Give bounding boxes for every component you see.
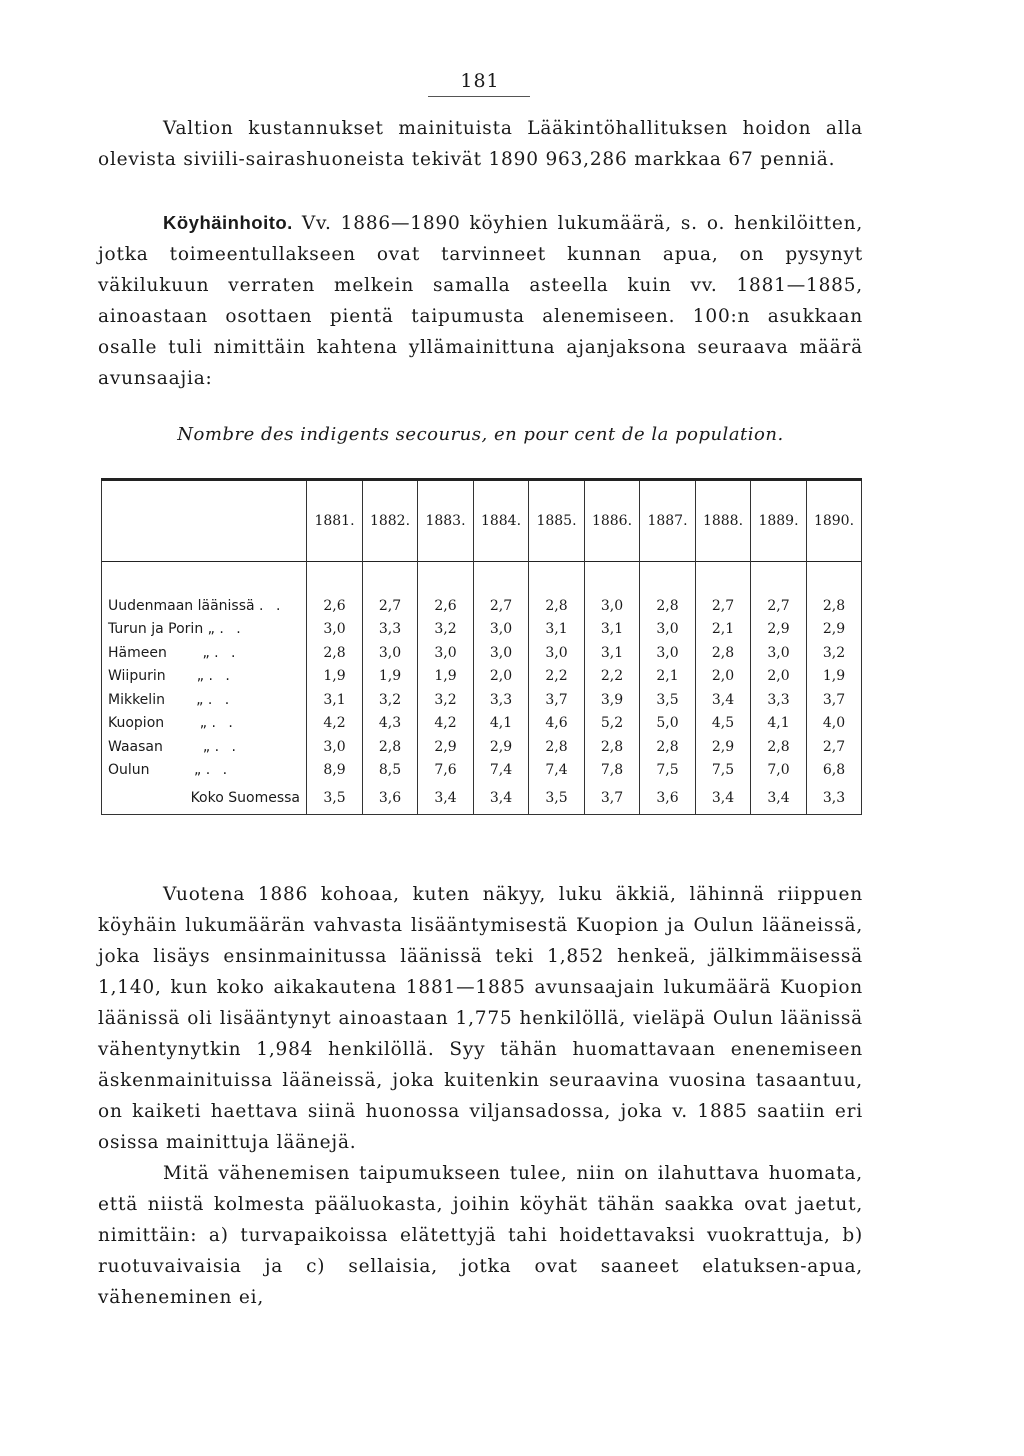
paragraph-1 <box>98 113 863 175</box>
total-cell: 3,4 <box>696 782 751 815</box>
table-cell: 8,5 <box>363 759 418 783</box>
table-cell: 2,9 <box>807 618 862 642</box>
table-cell: 3,3 <box>474 688 529 712</box>
table-cell: 2,7 <box>474 594 529 618</box>
table-row <box>102 712 862 736</box>
table-row <box>102 759 862 783</box>
total-cell: 3,5 <box>307 782 363 815</box>
table-cell: 4,1 <box>474 712 529 736</box>
table-cell: 3,0 <box>640 618 696 642</box>
paragraph-1-text: Valtion kustannukset mainituista Lääkintöhallituksen hoidon alla olevista siviili-sairashuoneista tekivät 1890 963,286 markkaa 67 penniä. <box>98 118 863 170</box>
table-cell: 6,8 <box>807 759 862 783</box>
table-cell: 2,7 <box>807 735 862 759</box>
table-cell: 4,1 <box>751 712 807 736</box>
table-cell: 3,5 <box>640 688 696 712</box>
table-title: Nombre des indigents secourus, en pour cent de la population. <box>177 424 784 445</box>
table-cell: 1,9 <box>807 665 862 689</box>
table-cell: 8,9 <box>307 759 363 783</box>
table-cell: 2,7 <box>751 594 807 618</box>
table-row <box>102 665 862 689</box>
paragraph-4 <box>98 1158 863 1313</box>
table-row <box>102 594 862 618</box>
table-cell: 3,0 <box>418 641 474 665</box>
table-cell: 7,5 <box>640 759 696 783</box>
row-label <box>102 594 307 618</box>
row-label <box>102 759 307 783</box>
table-cell: 2,7 <box>696 594 751 618</box>
table-cell: 2,1 <box>696 618 751 642</box>
total-cell: 3,4 <box>751 782 807 815</box>
year-header: 1889. <box>751 480 807 562</box>
total-cell: 3,5 <box>529 782 585 815</box>
table-cell: 2,8 <box>751 735 807 759</box>
year-header: 1884. <box>474 480 529 562</box>
row-leader-dots: . . <box>214 644 240 661</box>
table-cell: 3,3 <box>363 618 418 642</box>
year-header: 1886. <box>585 480 640 562</box>
table-cell: 2,0 <box>751 665 807 689</box>
table-cell: 2,6 <box>418 594 474 618</box>
row-leader-dots: . . <box>219 621 245 638</box>
row-leader-dots: . . <box>208 668 234 685</box>
table-cell: 7,6 <box>418 759 474 783</box>
row-leader-dots: . . <box>214 738 240 755</box>
table-cell: 3,7 <box>807 688 862 712</box>
table-cell: 2,9 <box>418 735 474 759</box>
year-header: 1882. <box>363 480 418 562</box>
paragraph-poor-relief <box>98 207 863 394</box>
paragraph-4-text: Mitä vähenemisen taipumukseen tulee, niin on ilahuttava huomata, että niistä kolmesta pääluokasta, joihin köyhät tähän saakka ovat jaetut, nimittäin: a) turvapaikoissa elätettyjä tahi hoidettavaksi vuokrattuja, b) ruotuvaivaisia ja c) sellaisia, jotka ovat saaneet elatuksen-apua, väheneminen ei, <box>98 1163 863 1308</box>
year-header: 1883. <box>418 480 474 562</box>
table-row <box>102 735 862 759</box>
paragraph-3-text: Vuotena 1886 kohoaa, kuten näkyy, luku äkkiä, lähinnä riippuen köyhäin lukumäärän vahvasta lisääntymisestä Kuopion ja Oulun lääneissä, joka lisäys ensinmainitussa läänissä teki 1,852 henkeä, jälkimmäisessä 1,140, kun koko aikakautena 1881—1885 avunsaajain lukumäärä Kuopion läänissä oli lisääntynyt ainoastaan 1,775 henkilöllä, vieläpä Oulun läänissä vähentynytkin 1,984 henkilöllä. Syy tähän huomattavaan enenemiseen äskenmainituissa lääneissä, joka kuitenkin seuraavina vuosina tasaantuu, on kaiketi haettava siinä huonossa viljansadossa, joka v. 1885 saatiin eri osissa mainittuja läänejä. <box>98 884 863 1153</box>
row-label <box>102 712 307 736</box>
table-cell: 3,0 <box>585 594 640 618</box>
table-cell: 3,4 <box>696 688 751 712</box>
row-label-text: Waasan „ <box>108 738 211 755</box>
row-label <box>102 688 307 712</box>
table-cell: 2,8 <box>585 735 640 759</box>
total-label: Koko Suomessa <box>102 782 307 815</box>
table-cell: 2,0 <box>474 665 529 689</box>
table-spacer-row <box>102 562 862 595</box>
table-cell: 3,7 <box>529 688 585 712</box>
section-heading: Köyhäinhoito. <box>163 212 293 233</box>
paragraph-2-text: Vv. 1886—1890 köyhien lukumäärä, s. o. henkilöitten, jotka toimeentullakseen ovat tarvinneet kunnan apua, on pysynyt väkilukuun verraten melkein samalla asteella kuin vv. 1881—1885, ainoastaan osottaen pientä taipumusta alenemiseen. 100:n asukkaan osalle tuli nimittäin kahtena yllämainittuna ajanjaksona seuraava määrä avunsaajia: <box>98 213 863 389</box>
table-cell: 3,0 <box>474 641 529 665</box>
table-cell: 7,4 <box>529 759 585 783</box>
table-cell: 2,8 <box>307 641 363 665</box>
row-leader-dots: . . <box>211 715 237 732</box>
table-cell: 2,8 <box>529 594 585 618</box>
row-label <box>102 618 307 642</box>
table-cell: 7,0 <box>751 759 807 783</box>
table-cell: 2,1 <box>640 665 696 689</box>
table-cell: 2,6 <box>307 594 363 618</box>
table-cell: 3,1 <box>585 641 640 665</box>
table-cell: 3,1 <box>529 618 585 642</box>
paragraph-3 <box>98 879 863 1158</box>
table-cell: 4,6 <box>529 712 585 736</box>
table-cell: 2,2 <box>585 665 640 689</box>
table-cell: 4,3 <box>363 712 418 736</box>
table-cell: 2,0 <box>696 665 751 689</box>
table-cell: 4,2 <box>307 712 363 736</box>
table-cell: 4,5 <box>696 712 751 736</box>
table-cell: 3,0 <box>474 618 529 642</box>
table-cell: 1,9 <box>307 665 363 689</box>
year-header: 1890. <box>807 480 862 562</box>
table-cell: 5,0 <box>640 712 696 736</box>
table-cell: 3,0 <box>363 641 418 665</box>
indigents-table <box>101 478 862 815</box>
table-cell: 2,8 <box>807 594 862 618</box>
table-cell: 3,2 <box>418 688 474 712</box>
total-cell: 3,4 <box>418 782 474 815</box>
table-cell: 2,9 <box>751 618 807 642</box>
table-header-row <box>102 480 862 562</box>
row-label <box>102 735 307 759</box>
row-label-text: Uudenmaan läänissä <box>108 597 255 614</box>
table-cell: 2,8 <box>696 641 751 665</box>
table-row <box>102 618 862 642</box>
table-cell: 2,8 <box>529 735 585 759</box>
table-cell: 2,7 <box>363 594 418 618</box>
row-label-text: Mikkelin „ <box>108 691 204 708</box>
table-cell: 2,8 <box>363 735 418 759</box>
table-cell: 3,0 <box>751 641 807 665</box>
page-number: 181 <box>460 70 500 92</box>
total-cell: 3,6 <box>640 782 696 815</box>
row-label <box>102 641 307 665</box>
table-cell: 2,9 <box>474 735 529 759</box>
row-label-text: Hämeen „ <box>108 644 210 661</box>
row-label <box>102 665 307 689</box>
table-cell: 3,1 <box>585 618 640 642</box>
table-cell: 3,0 <box>529 641 585 665</box>
table-cell: 2,9 <box>696 735 751 759</box>
table-row <box>102 641 862 665</box>
year-header: 1885. <box>529 480 585 562</box>
table-cell: 2,2 <box>529 665 585 689</box>
table-cell: 2,8 <box>640 735 696 759</box>
year-header: 1881. <box>307 480 363 562</box>
table-cell: 7,8 <box>585 759 640 783</box>
year-header: 1888. <box>696 480 751 562</box>
total-cell: 3,3 <box>807 782 862 815</box>
row-label-text: Turun ja Porin „ <box>108 621 215 638</box>
table-row <box>102 688 862 712</box>
table-cell: 3,9 <box>585 688 640 712</box>
table-cell: 4,0 <box>807 712 862 736</box>
row-label-text: Wiipurin „ <box>108 668 204 685</box>
total-cell: 3,7 <box>585 782 640 815</box>
row-leader-dots: . . <box>207 691 234 708</box>
table-cell: 3,2 <box>807 641 862 665</box>
table-cell: 3,2 <box>363 688 418 712</box>
total-cell: 3,6 <box>363 782 418 815</box>
row-label-text: Oulun „ <box>108 762 202 779</box>
table-cell: 2,8 <box>640 594 696 618</box>
table-cell: 3,2 <box>418 618 474 642</box>
total-cell: 3,4 <box>474 782 529 815</box>
table-cell: 3,3 <box>751 688 807 712</box>
page-number-rule <box>428 96 530 97</box>
table-cell: 3,0 <box>640 641 696 665</box>
row-label-text: Kuopion „ <box>108 715 207 732</box>
table-cell: 4,2 <box>418 712 474 736</box>
header-label-cell <box>102 480 307 562</box>
table-cell: 7,5 <box>696 759 751 783</box>
row-leader-dots: . . <box>259 597 285 614</box>
table-total-row <box>102 782 862 815</box>
table-cell: 3,0 <box>307 618 363 642</box>
table-cell: 7,4 <box>474 759 529 783</box>
table-cell: 5,2 <box>585 712 640 736</box>
table-cell: 1,9 <box>363 665 418 689</box>
table-cell: 1,9 <box>418 665 474 689</box>
year-header: 1887. <box>640 480 696 562</box>
table-cell: 3,1 <box>307 688 363 712</box>
table-cell: 3,0 <box>307 735 363 759</box>
row-leader-dots: . . <box>205 762 232 779</box>
